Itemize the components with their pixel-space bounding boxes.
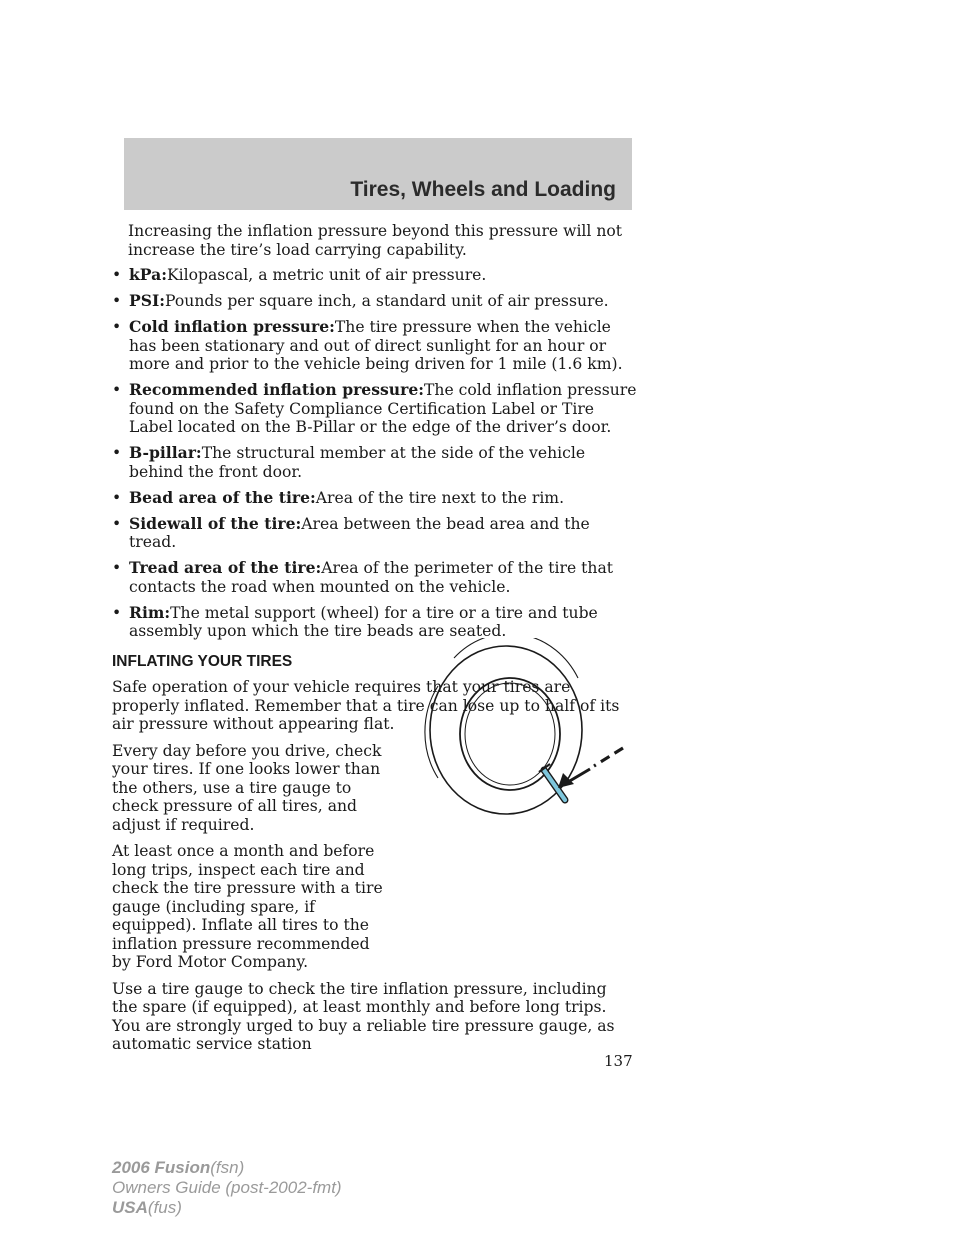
definition-item xyxy=(112,292,637,311)
document-footer xyxy=(112,1158,342,1218)
definition-list xyxy=(112,266,637,641)
definition-term: Bead area of the tire: xyxy=(129,487,316,507)
definition-text: The tire pressure when the vehicle has been stationary and out of direct sunlight for an hour or more and prior to the vehicle being driven for 1 mile (1.6 km). xyxy=(129,318,623,373)
definition-term: Recommended inflation pressure: xyxy=(129,380,425,399)
bullet-icon: • xyxy=(112,603,122,622)
bullet-icon: • xyxy=(112,318,122,336)
definition-term: kPa: xyxy=(129,265,167,284)
definition-text: The cold inflation pressure found on the Safety Compliance Certification Label or Tire Label located on the B-Pillar or the edge of the driver’s door. xyxy=(129,381,637,436)
header-band xyxy=(124,138,632,210)
page-number: 137 xyxy=(604,1052,633,1070)
definition-item xyxy=(112,559,637,596)
paragraph-tire-gauge: Use a tire gauge to check the tire inflation pressure, including the spare (if equipped), at least monthly and before long trips. You are strongly urged to buy a reliable tire pressure gauge, as automatic service station xyxy=(112,979,615,1053)
definition-item xyxy=(112,318,637,374)
footer-line-1: 2006 Fusion(fsn) xyxy=(112,1158,245,1177)
paragraph-daily-check: Every day before you drive, check your tires. If one looks lower than the others, use a tire gauge to check pressure of all tires, and adjust if required. xyxy=(112,741,382,834)
definition-text: Area between the bead area and the tread. xyxy=(129,514,590,551)
definition-item xyxy=(112,266,637,285)
definition-text: Pounds per square inch, a standard unit of air pressure. xyxy=(165,292,609,310)
bullet-icon: • xyxy=(112,559,122,577)
definition-text: Area of the tire next to the rim. xyxy=(315,488,565,507)
definition-text: The structural member at the side of the vehicle behind the front door. xyxy=(129,444,586,481)
section-heading: INFLATING YOUR TIRES xyxy=(112,652,293,670)
definition-item xyxy=(112,381,637,437)
bullet-icon: • xyxy=(112,381,122,399)
definition-text: Area of the perimeter of the tire that contacts the road when mounted on the vehicle. xyxy=(129,559,614,596)
definition-term: Cold inflation pressure: xyxy=(129,317,335,336)
definition-item xyxy=(112,515,637,552)
definition-term: B-pillar: xyxy=(129,443,202,462)
bullet-icon: • xyxy=(112,514,122,533)
footer-line-2: Owners Guide (post-2002-fmt) xyxy=(112,1178,342,1197)
chapter-title: Tires, Wheels and Loading xyxy=(350,178,616,201)
definition-term: Sidewall of the tire: xyxy=(129,513,302,533)
definition-text: The metal support (wheel) for a tire or a tire and tube assembly upon which the tire beads are seated. xyxy=(129,603,598,640)
bullet-icon: • xyxy=(112,488,122,507)
bullet-icon: • xyxy=(112,444,122,462)
definition-term: PSI: xyxy=(129,291,166,310)
paragraph-safe-operation: Safe operation of your vehicle requires that your tires are properly inflated. Remember that a tire can lose up to half of its air pressure without appearing flat. xyxy=(112,678,620,733)
paragraph-monthly-check: At least once a month and before long trips, inspect each tire and check the tire pressure with a tire gauge (including spare, if equipped). Inflate all tires to the inflation pressure recommended by Ford Motor Company. xyxy=(112,842,383,971)
intro-paragraph: Increasing the inflation pressure beyond this pressure will not increase the tire’s load carrying capability. xyxy=(128,222,623,259)
definition-term: Rim: xyxy=(129,602,171,622)
bullet-icon: • xyxy=(112,266,122,284)
definition-item xyxy=(112,489,637,508)
bullet-icon: • xyxy=(112,292,122,310)
definition-text: Kilopascal, a metric unit of air pressure. xyxy=(166,266,487,284)
footer-line-3: USA(fus) xyxy=(112,1198,182,1217)
definition-item xyxy=(112,604,637,641)
definition-item xyxy=(112,444,637,481)
definition-term: Tread area of the tire: xyxy=(129,558,322,577)
tire-valve-stem-icon xyxy=(418,638,633,818)
